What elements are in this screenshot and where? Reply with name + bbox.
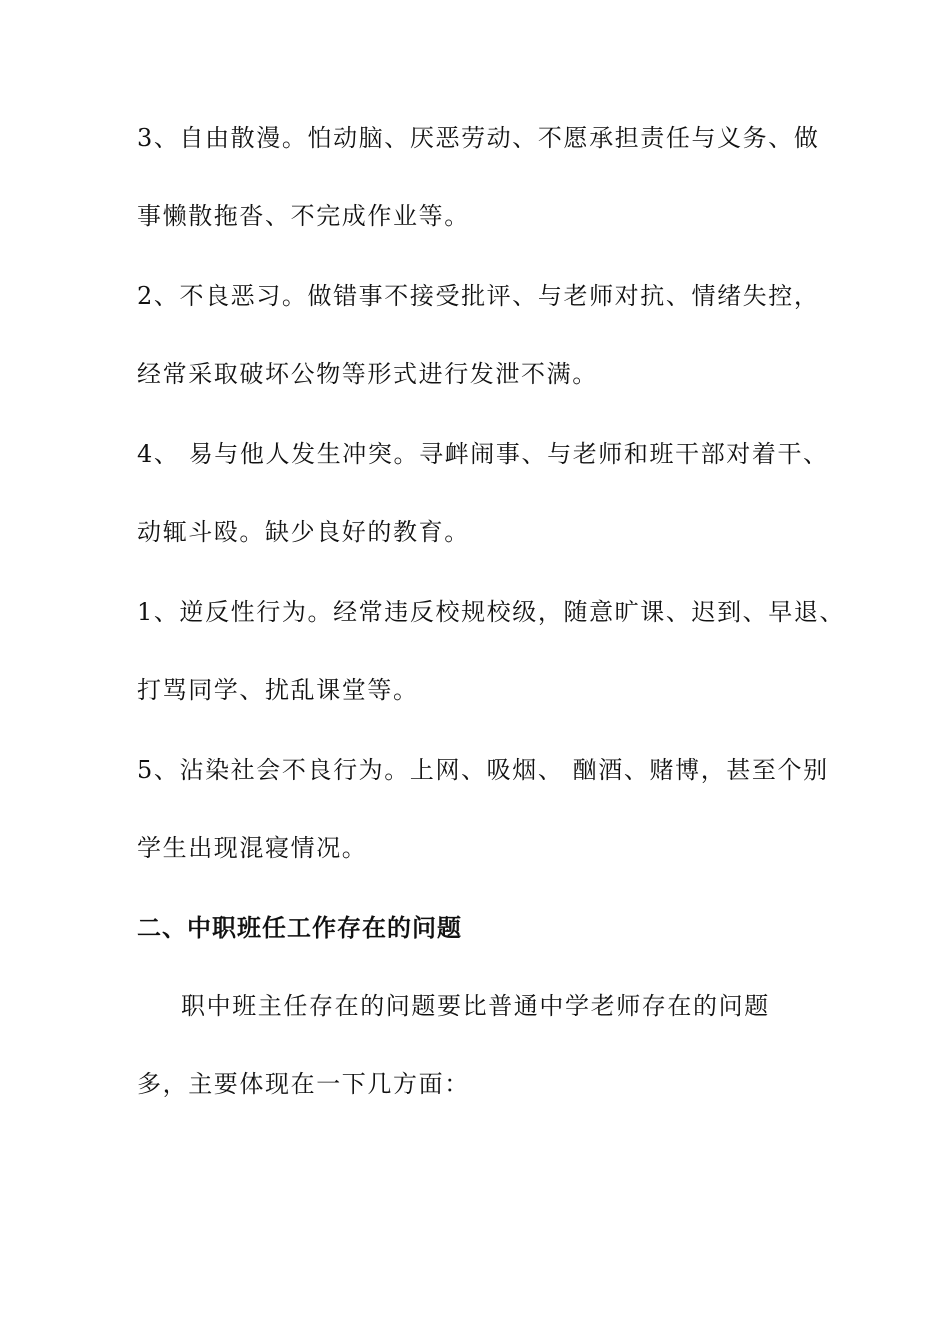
- paragraph-4-line-2: 动辄斗殴。缺少良好的教育。: [137, 518, 470, 546]
- paragraph-1-line-1: 1、逆反性行为。经常违反校规校级，随意旷课、迟到、早退、: [137, 598, 846, 626]
- section-heading: 二、中职班任工作存在的问题: [137, 914, 462, 942]
- paragraph-3-line-1: 3、自由散漫。怕动脑、厌恶劳动、不愿承担责任与义务、做: [137, 124, 820, 152]
- intro-line-2: 多，主要体现在一下几方面：: [137, 1070, 470, 1098]
- paragraph-2-line-2: 经常采取破坏公物等形式进行发泄不满。: [137, 360, 598, 388]
- paragraph-5-line-2: 学生出现混寝情况。: [137, 834, 368, 862]
- paragraph-1-line-2: 打骂同学、扰乱课堂等。: [137, 676, 419, 704]
- paragraph-5-line-1: 5、沾染社会不良行为。上网、吸烟、 酗酒、赌博，甚至个别: [137, 756, 829, 784]
- paragraph-4-line-1: 4、 易与他人发生冲突。寻衅闹事、与老师和班干部对着干、: [137, 440, 829, 468]
- paragraph-3-line-2: 事懒散拖沓、不完成作业等。: [137, 202, 470, 230]
- intro-line-1: 职中班主任存在的问题要比普通中学老师存在的问题: [181, 992, 770, 1020]
- paragraph-2-line-1: 2、不良恶习。做错事不接受批评、与老师对抗、情绪失控，: [137, 282, 820, 310]
